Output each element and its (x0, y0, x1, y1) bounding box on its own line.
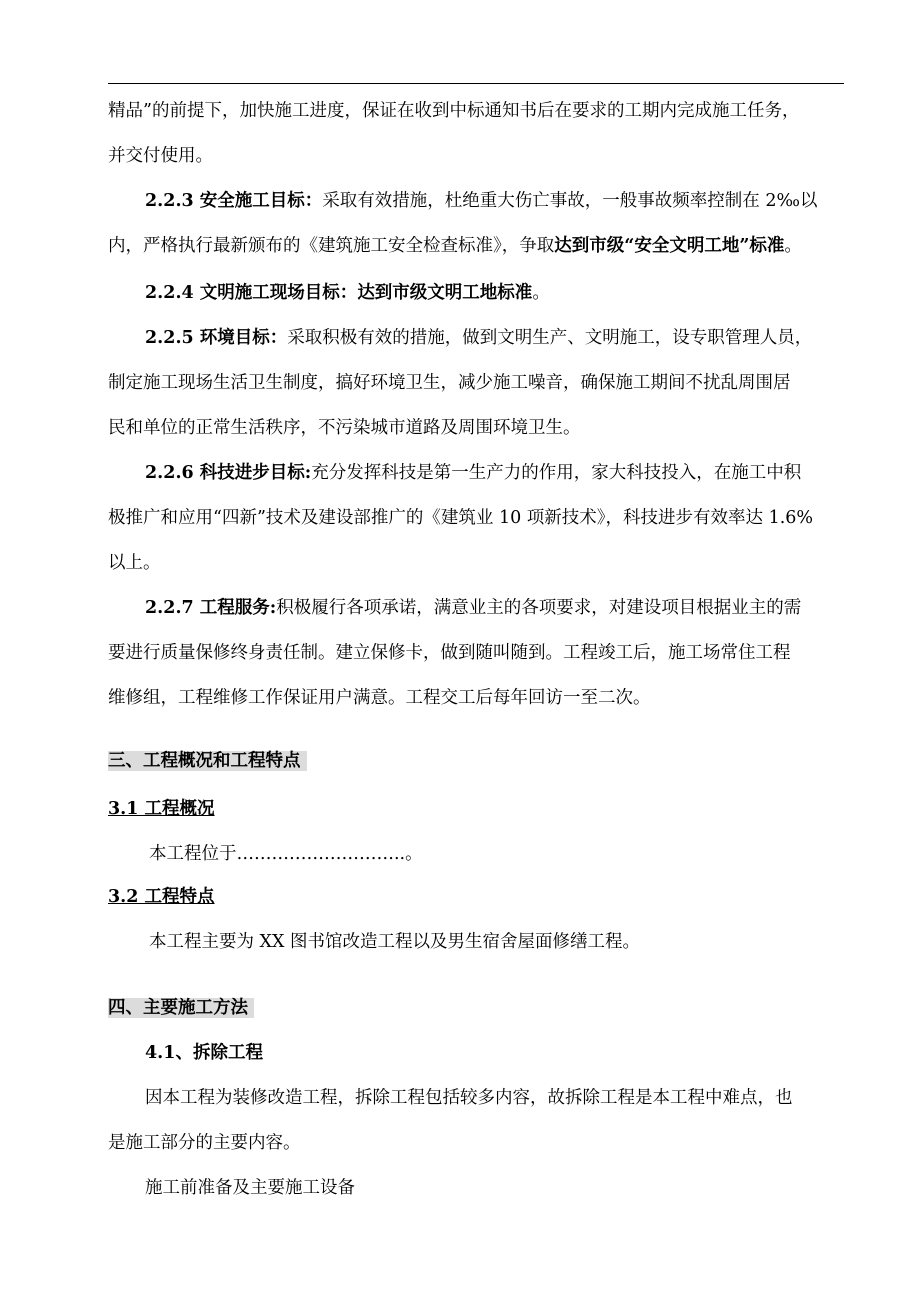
subsection-3-1-heading (108, 796, 848, 822)
section-4-title: 四、主要施工方法 (108, 998, 254, 1018)
subsection-4-1-line2: 是施工部分的主要内容。 (108, 1133, 301, 1153)
section-2-2-3-line2-b: 达到市级“安全文明工地”标准 (554, 236, 785, 256)
section-2-2-6-label: 2.2.6 科技进步目标: (145, 463, 312, 483)
section-2-2-4-label: 2.2.4 文明施工现场目标： (145, 283, 358, 303)
section-2-2-3 (145, 188, 848, 214)
section-3-heading (108, 748, 848, 774)
subsection-4-1-title: 4.1、拆除工程 (145, 1043, 263, 1063)
subsection-4-1-heading (145, 1040, 848, 1066)
section-2-2-7 (145, 595, 848, 621)
section-2-2-6-line3: 以上。 (108, 553, 161, 573)
section-2-2-5 (145, 325, 848, 351)
subsection-3-1-text: 本工程位于………………………..。 (149, 844, 423, 864)
header-rule (108, 83, 844, 84)
subsection-4-1-line1: 因本工程为装修改造工程，拆除工程包括较多内容，故拆除工程是本工程中难点，也 (145, 1088, 793, 1108)
section-2-2-3-line2-c: 。 (784, 236, 802, 256)
subsection-3-1-title: 3.1 工程概况 (108, 799, 215, 819)
subsection-3-2-title: 3.2 工程特点 (108, 887, 215, 907)
section-2-2-7-line2: 要进行质量保修终身责任制。建立保修卡，做到随叫随到。工程竣工后，施工场常住工程 (108, 643, 791, 663)
section-2-2-4-text: 达到市级文明工地标准 (357, 283, 533, 303)
section-2-2-7-line3: 维修组，工程维修工作保证用户满意。工程交工后每年回访一至二次。 (108, 688, 651, 708)
subsection-3-2-text: 本工程主要为 XX 图书馆改造工程以及男生宿舍屋面修缮工程。 (149, 932, 641, 952)
section-2-2-4 (145, 280, 848, 306)
section-2-2-5-line2: 制定施工现场生活卫生制度，搞好环境卫生，减少施工噪音，确保施工期间不扰乱周围居 (108, 373, 791, 393)
section-2-2-6-line1: 充分发挥科技是第一生产力的作用，家大科技投入，在施工中积 (311, 463, 802, 483)
section-2-2-5-label: 2.2.5 环境目标： (145, 328, 288, 348)
subsection-4-1-line3: 施工前准备及主要施工设备 (145, 1178, 355, 1198)
section-2-2-5-line3: 民和单位的正常生活秩序，不污染城市道路及周围环境卫生。 (108, 418, 581, 438)
section-2-2-5-line1: 采取积极有效的措施，做到文明生产、文明施工，设专职管理人员， (287, 328, 813, 348)
section-2-2-3-line1: 采取有效措施，杜绝重大伤亡事故，一般事故频率控制在 2‰以 (322, 191, 818, 211)
section-2-2-3-label: 2.2.3 安全施工目标： (145, 191, 323, 211)
paragraph-continuation-line1: 精品”的前提下，加快施工进度，保证在收到中标通知书后在要求的工期内完成施工任务， (108, 101, 800, 121)
section-2-2-6-line2: 极推广和应用“四新”技术及建设部推广的《建筑业 10 项新技术》，科技进步有效率达 1.6% (108, 508, 814, 528)
section-2-2-4-end: 。 (532, 283, 550, 303)
section-2-2-7-label: 2.2.7 工程服务: (145, 598, 277, 618)
section-4-heading (108, 995, 848, 1021)
section-2-2-6 (145, 460, 848, 486)
section-2-2-3-line2-a: 内，严格执行最新颁布的《建筑施工安全检查标准》，争取 (108, 236, 555, 256)
paragraph-continuation-line2: 并交付使用。 (108, 146, 213, 166)
section-3-title: 三、工程概况和工程特点 (108, 751, 307, 771)
section-2-2-7-line1: 积极履行各项承诺，满意业主的各项要求，对建设项目根据业主的需 (276, 598, 802, 618)
subsection-3-2-heading (108, 884, 848, 910)
section-2-2-3-line2 (108, 233, 848, 259)
